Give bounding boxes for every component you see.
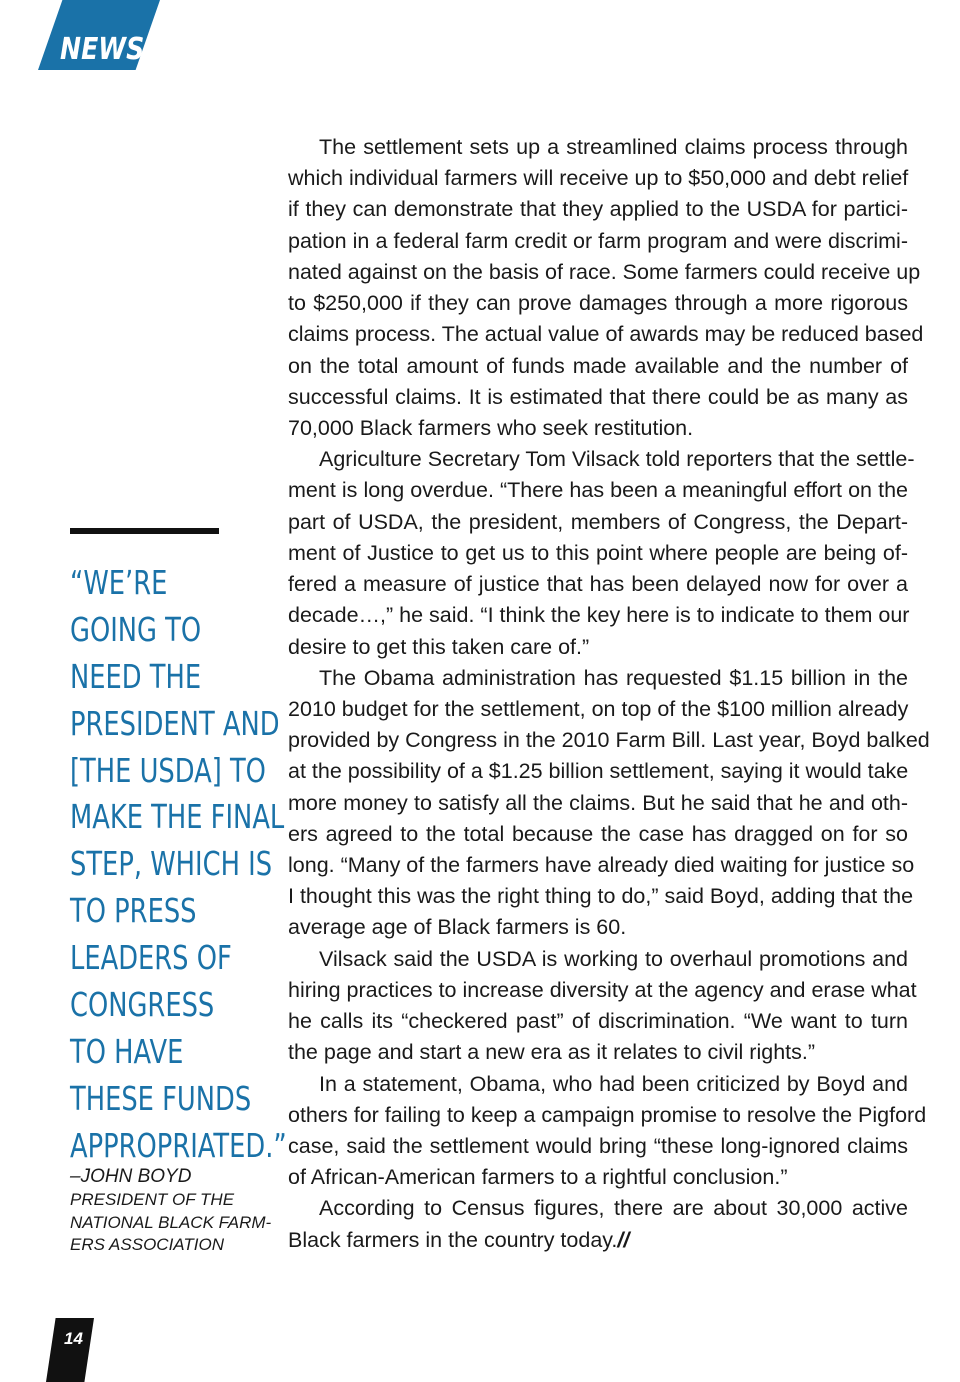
article-line: part of USDA, the president, members of Congress, the Depart-	[288, 509, 908, 534]
article-line: if they can demonstrate that they applied to the USDA for partici-	[288, 197, 908, 222]
article-line: he calls its “checkered past” of discrimination. “We want to turn	[288, 1009, 908, 1034]
article-line: Agriculture Secretary Tom Vilsack told reporters that the settle-	[319, 447, 915, 472]
pull-quote-line: “WE’RE	[70, 563, 168, 602]
article-line: fered a measure of justice that has been delayed now for over a	[288, 572, 908, 597]
page-number-tab	[46, 1318, 94, 1382]
attribution-title-line: ERS ASSOCIATION	[70, 1235, 224, 1254]
attribution-title-line: NATIONAL BLACK FARM-	[70, 1212, 272, 1232]
pull-quote-line: TO HAVE	[70, 1031, 184, 1071]
section-label: NEWS	[60, 32, 145, 67]
article-last-line	[288, 1225, 908, 1256]
page-number: 14	[64, 1329, 83, 1348]
pull-quote-line: CONGRESS	[70, 985, 215, 1025]
pull-quote-line: LEADERS OF	[70, 938, 232, 978]
article-line: The settlement sets up a streamlined claims process through	[319, 135, 908, 159]
pull-quote-line: [THE USDA] TO	[70, 750, 266, 790]
article-body	[288, 132, 930, 1256]
article-line: I thought this was the right thing to do,” said Boyd, adding that the	[288, 884, 914, 909]
article-line: to $250,000 if they can prove damages through a more rigorous	[288, 291, 908, 316]
article-line: 70,000 Black farmers who seek restitution.	[288, 415, 694, 440]
article-line: others for failing to keep a campaign promise to resolve the Pigford	[288, 1102, 927, 1127]
attribution-title-line: PRESIDENT OF THE	[70, 1190, 235, 1209]
pull-quote-attribution	[70, 1165, 271, 1257]
article-line: Vilsack said the USDA is working to overhaul promotions and	[319, 946, 908, 971]
article-line: ers agreed to the total because the case has dragged on for so	[288, 821, 908, 846]
pull-quote-line: MAKE THE FINAL	[70, 797, 285, 837]
pull-quote	[70, 560, 287, 1170]
article-line: According to Census figures, there are about 30,000 active	[319, 1196, 908, 1221]
article-line: the page and start a new era as it relates to civil rights.”	[288, 1040, 816, 1065]
pull-quote-line: GOING TO	[70, 609, 202, 649]
attribution-name: –JOHN BOYD	[70, 1166, 192, 1187]
article-line: case, said the settlement would bring “these long-ignored claims	[288, 1134, 908, 1158]
pull-quote-line: APPROPRIATED.”	[70, 1125, 287, 1165]
article-line: more money to satisfy all the claims. But he said that he and oth-	[288, 790, 908, 815]
article-line: long. “Many of the farmers have already died waiting for justice so	[288, 853, 915, 878]
article-line: hiring practices to increase diversity at the agency and erase what	[288, 977, 917, 1002]
article-line: In a statement, Obama, who had been criticized by Boyd and	[319, 1071, 908, 1096]
article-line: which individual farmers will receive up to $50,000 and debt relief	[288, 166, 909, 191]
pull-quote-line: TO PRESS	[70, 891, 197, 931]
article-line: 2010 budget for the settlement, on top of the $100 million already	[288, 696, 909, 721]
article-line: nated against on the basis of race. Some farmers could receive up	[288, 259, 921, 284]
article-line: The Obama administration has requested $1.15 billion in the	[319, 665, 908, 690]
article-line: of African-American farmers to a rightful conclusion.”	[288, 1165, 788, 1190]
article-line-text: Black farmers in the country today.	[288, 1227, 618, 1252]
article-line: provided by Congress in the 2010 Farm Bill. Last year, Boyd balked	[288, 728, 930, 753]
pull-quote-rule	[70, 528, 219, 534]
article-line: ment of Justice to get us to this point where people are being of-	[288, 540, 908, 565]
article-line: ment is long overdue. “There has been a meaningful effort on the	[288, 478, 908, 503]
article-line: pation in a federal farm credit or farm program and were discrimi-	[288, 228, 908, 253]
article-line: desire to get this taken care of.”	[288, 634, 590, 659]
article-line: claims process. The actual value of awards may be reduced based	[288, 322, 924, 347]
pull-quote-line: PRESIDENT AND	[70, 703, 280, 743]
article-line: decade…,” he said. “I think the key here is to indicate to them our	[288, 603, 910, 628]
article-line: on the total amount of funds made available and the number of	[288, 353, 908, 378]
article-line: average age of Black farmers is 60.	[288, 915, 627, 940]
pull-quote-line: THESE FUNDS	[70, 1078, 252, 1118]
pull-quote-line: NEED THE	[70, 656, 202, 696]
article-line: at the possibility of a $1.25 billion settlement, saying it would take	[288, 759, 909, 784]
article-line: successful claims. It is estimated that there could be as many as	[288, 384, 908, 409]
pull-quote-line: STEP, WHICH IS	[70, 844, 273, 884]
end-mark: //	[617, 1227, 630, 1252]
